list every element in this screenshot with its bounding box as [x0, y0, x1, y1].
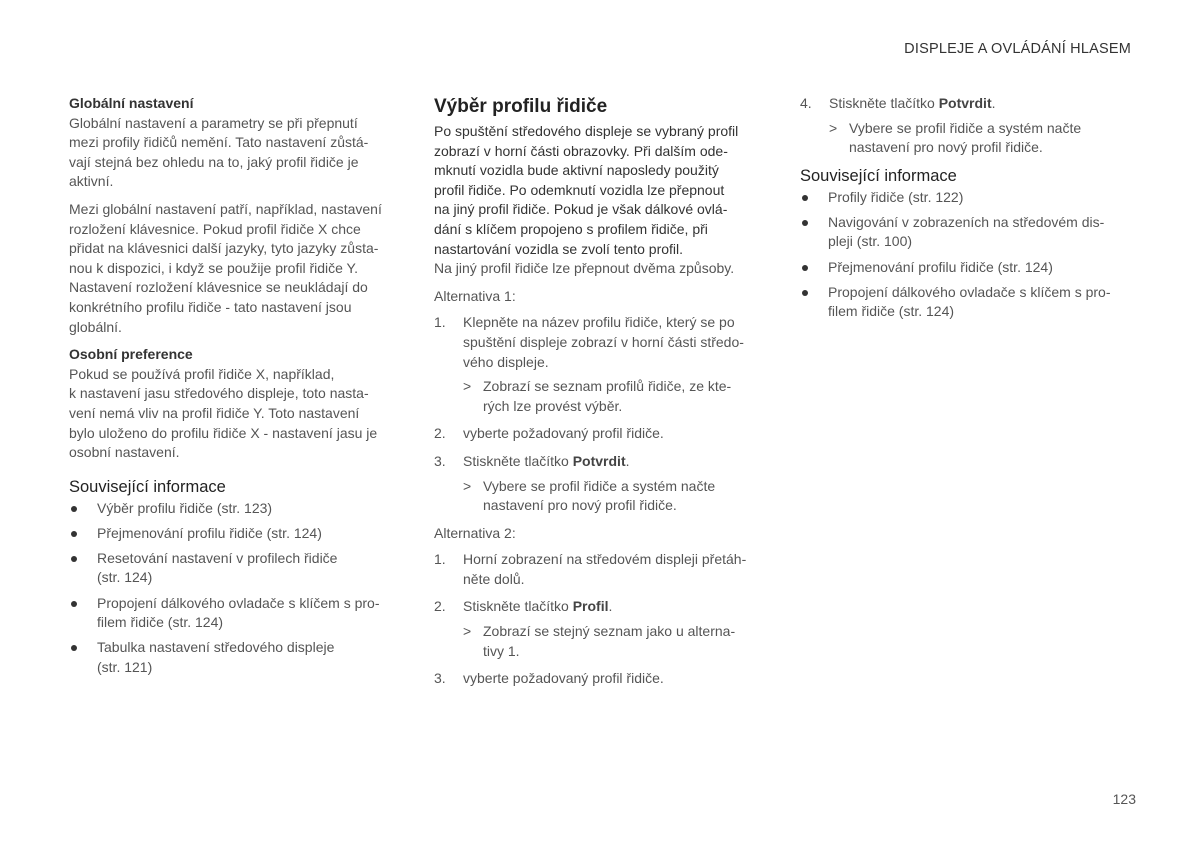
alternative-1-label: Alternativa 1: — [434, 287, 516, 304]
text-line: zobrazí v horní části obrazovky. Při dalším ode- — [434, 142, 728, 159]
text-line: k nastavení jasu středového displeje, toto nasta- — [69, 385, 369, 402]
step-number: 2. — [434, 425, 446, 442]
text-line: dání s klíčem propojeno s profilem řidiče, při — [434, 220, 708, 237]
text-line: mknutí vozidla bude aktivní naposledy použitý — [434, 162, 719, 179]
text-line: nastartování vozidla se zvolí tento profil. — [434, 240, 684, 257]
text-line: profil řidiče. Po odemknutí vozidla lze přepnout — [434, 181, 725, 198]
bullet-icon — [71, 601, 77, 607]
related-info-list — [800, 188, 1135, 322]
related-link[interactable]: Výběr profilu řidiče (str. 123) — [69, 499, 404, 519]
text-line: globální. — [69, 318, 122, 335]
personal-preferences-heading: Osobní preference — [69, 346, 193, 363]
switch-methods-text: Na jiný profil řidiče lze přepnout dvěma způsoby. — [434, 260, 735, 277]
alternative-2-label: Alternativa 2: — [434, 524, 516, 541]
related-link[interactable]: Resetování nastavení v profilech řidiče (str. 124) — [69, 549, 404, 588]
step-item: 3. Stiskněte tlačítko Potvrdit. > Vybere se profil řidiče a systém načte nastavení pro nový profil řidiče. — [434, 452, 774, 516]
step-number: 3. — [434, 670, 446, 687]
step-result: > Zobrazí se stejný seznam jako u alterna- tivy 1. — [463, 623, 736, 659]
page-header-title: DISPLEJE A OVLÁDÁNÍ HLASEM — [904, 41, 1131, 57]
step-number: 4. — [800, 95, 812, 111]
bullet-icon — [71, 506, 77, 512]
confirm-button-label: Potvrdit — [938, 95, 992, 111]
text-line: bylo uloženo do profilu řidiče X - nastavení jasu je — [69, 424, 378, 441]
bullet-icon — [71, 645, 77, 651]
bullet-icon — [802, 220, 808, 226]
text-line: mezi profily řidičů nemění. Tato nastavení zůstá- — [69, 134, 369, 151]
step-item: 3. vyberte požadovaný profil řidiče. — [434, 669, 774, 689]
text-line: konkrétního profilu řidiče - tato nastavení jsou — [69, 298, 352, 315]
text-line: Nastavení rozložení klávesnice se neukládají do — [69, 279, 368, 296]
text-line: osobní nastavení. — [69, 444, 180, 461]
result-arrow-icon: > — [829, 119, 838, 136]
text-line: Pokud se používá profil řidiče X, například, — [69, 365, 335, 382]
step-item: 1. Klepněte na název profilu řidiče, který se po spuštění displeje zobrazí v horní části středo- vého displeje. > Zobrazí se seznam profilů řidiče, ze kte- rých lze provést výběr. — [434, 313, 774, 416]
text-line: rozložení klávesnice. Pokud profil řidiče X chce — [69, 220, 361, 237]
bullet-icon — [802, 290, 808, 296]
step-item: 2. vyberte požadovaný profil řidiče. — [434, 424, 774, 444]
step-result: > Vybere se profil řidiče a systém načte nastavení pro nový profil řidiče. — [463, 477, 716, 514]
related-info-list — [69, 499, 404, 678]
text-line: aktivní. — [69, 173, 114, 190]
related-link[interactable]: Tabulka nastavení středového displeje (str. 121) — [69, 638, 404, 677]
result-arrow-icon: > — [463, 378, 472, 395]
related-info-heading: Související informace — [69, 477, 226, 496]
related-link[interactable]: Propojení dálkového ovladače s klíčem s pro- filem řidiče (str. 124) — [800, 283, 1135, 322]
related-link[interactable]: Navigování v zobrazeních na středovém dis- pleji (str. 100) — [800, 213, 1135, 252]
bullet-icon — [71, 531, 77, 537]
text-line: Mezi globální nastavení patří, například, nastavení — [69, 200, 382, 217]
result-arrow-icon: > — [463, 623, 472, 640]
related-link[interactable]: Propojení dálkového ovladače s klíčem s pro- filem řidiče (str. 124) — [69, 594, 404, 633]
step-number: 1. — [434, 551, 446, 568]
step-item: 2. Stiskněte tlačítko Profil. > Zobrazí se stejný seznam jako u alterna- tivy 1. — [434, 597, 774, 661]
text-line: přidat na klávesnici další jazyky, tyto jazyky zůsta- — [69, 240, 379, 257]
column-middle — [434, 94, 774, 697]
step-result: > Vybere se profil řidiče a systém načte nastavení pro nový profil řidiče. — [829, 119, 1082, 156]
step-number: 3. — [434, 452, 446, 469]
related-link[interactable]: Profily řidiče (str. 122) — [800, 188, 1135, 208]
step-item: 4. Stiskněte tlačítko Potvrdit. > Vybere se profil řidiče a systém načte nastavení pro nový profil řidiče. — [800, 94, 1135, 158]
column-left — [69, 94, 404, 683]
global-settings-heading: Globální nastavení — [69, 95, 194, 111]
related-link[interactable]: Přejmenování profilu řidiče (str. 124) — [800, 258, 1135, 278]
profile-button-label: Profil — [572, 598, 609, 615]
text-line: nou k dispozici, i když se použije profil řidiče Y. — [69, 259, 358, 276]
text-line: vají stejná bez ohledu na to, jaký profil řidiče je — [69, 153, 359, 170]
result-arrow-icon: > — [463, 477, 472, 494]
text-line: na jiný profil řidiče. Pokud je však dálkové ovlá- — [434, 201, 728, 218]
text-line: Po spuštění středového displeje se vybraný profil — [434, 123, 739, 139]
section-title: Výběr profilu řidiče — [434, 96, 608, 117]
text-line: Globální nastavení a parametry se při přepnutí — [69, 114, 358, 131]
step-result: > Zobrazí se seznam profilů řidiče, ze kte- rých lze provést výběr. — [463, 378, 732, 414]
related-info-heading: Související informace — [800, 166, 957, 185]
step-item: 1. Horní zobrazení na středovém displeji přetáh- něte dolů. — [434, 551, 747, 587]
personal-preferences-paragraph — [69, 365, 404, 463]
related-link[interactable]: Přejmenování profilu řidiče (str. 124) — [69, 524, 404, 544]
intro-paragraph — [434, 122, 774, 259]
confirm-button-label: Potvrdit — [572, 452, 626, 469]
text-line: vení nemá vliv na profil řidiče Y. Toto nastavení — [69, 404, 360, 421]
column-right — [800, 94, 1135, 327]
bullet-icon — [802, 265, 808, 271]
page-number: 123 — [1112, 791, 1136, 807]
step-number: 1. — [434, 314, 446, 331]
step-number: 2. — [434, 598, 446, 615]
bullet-icon — [71, 556, 77, 562]
bullet-icon — [802, 195, 808, 201]
global-settings-example-paragraph — [69, 200, 404, 337]
global-settings-paragraph — [69, 114, 404, 192]
